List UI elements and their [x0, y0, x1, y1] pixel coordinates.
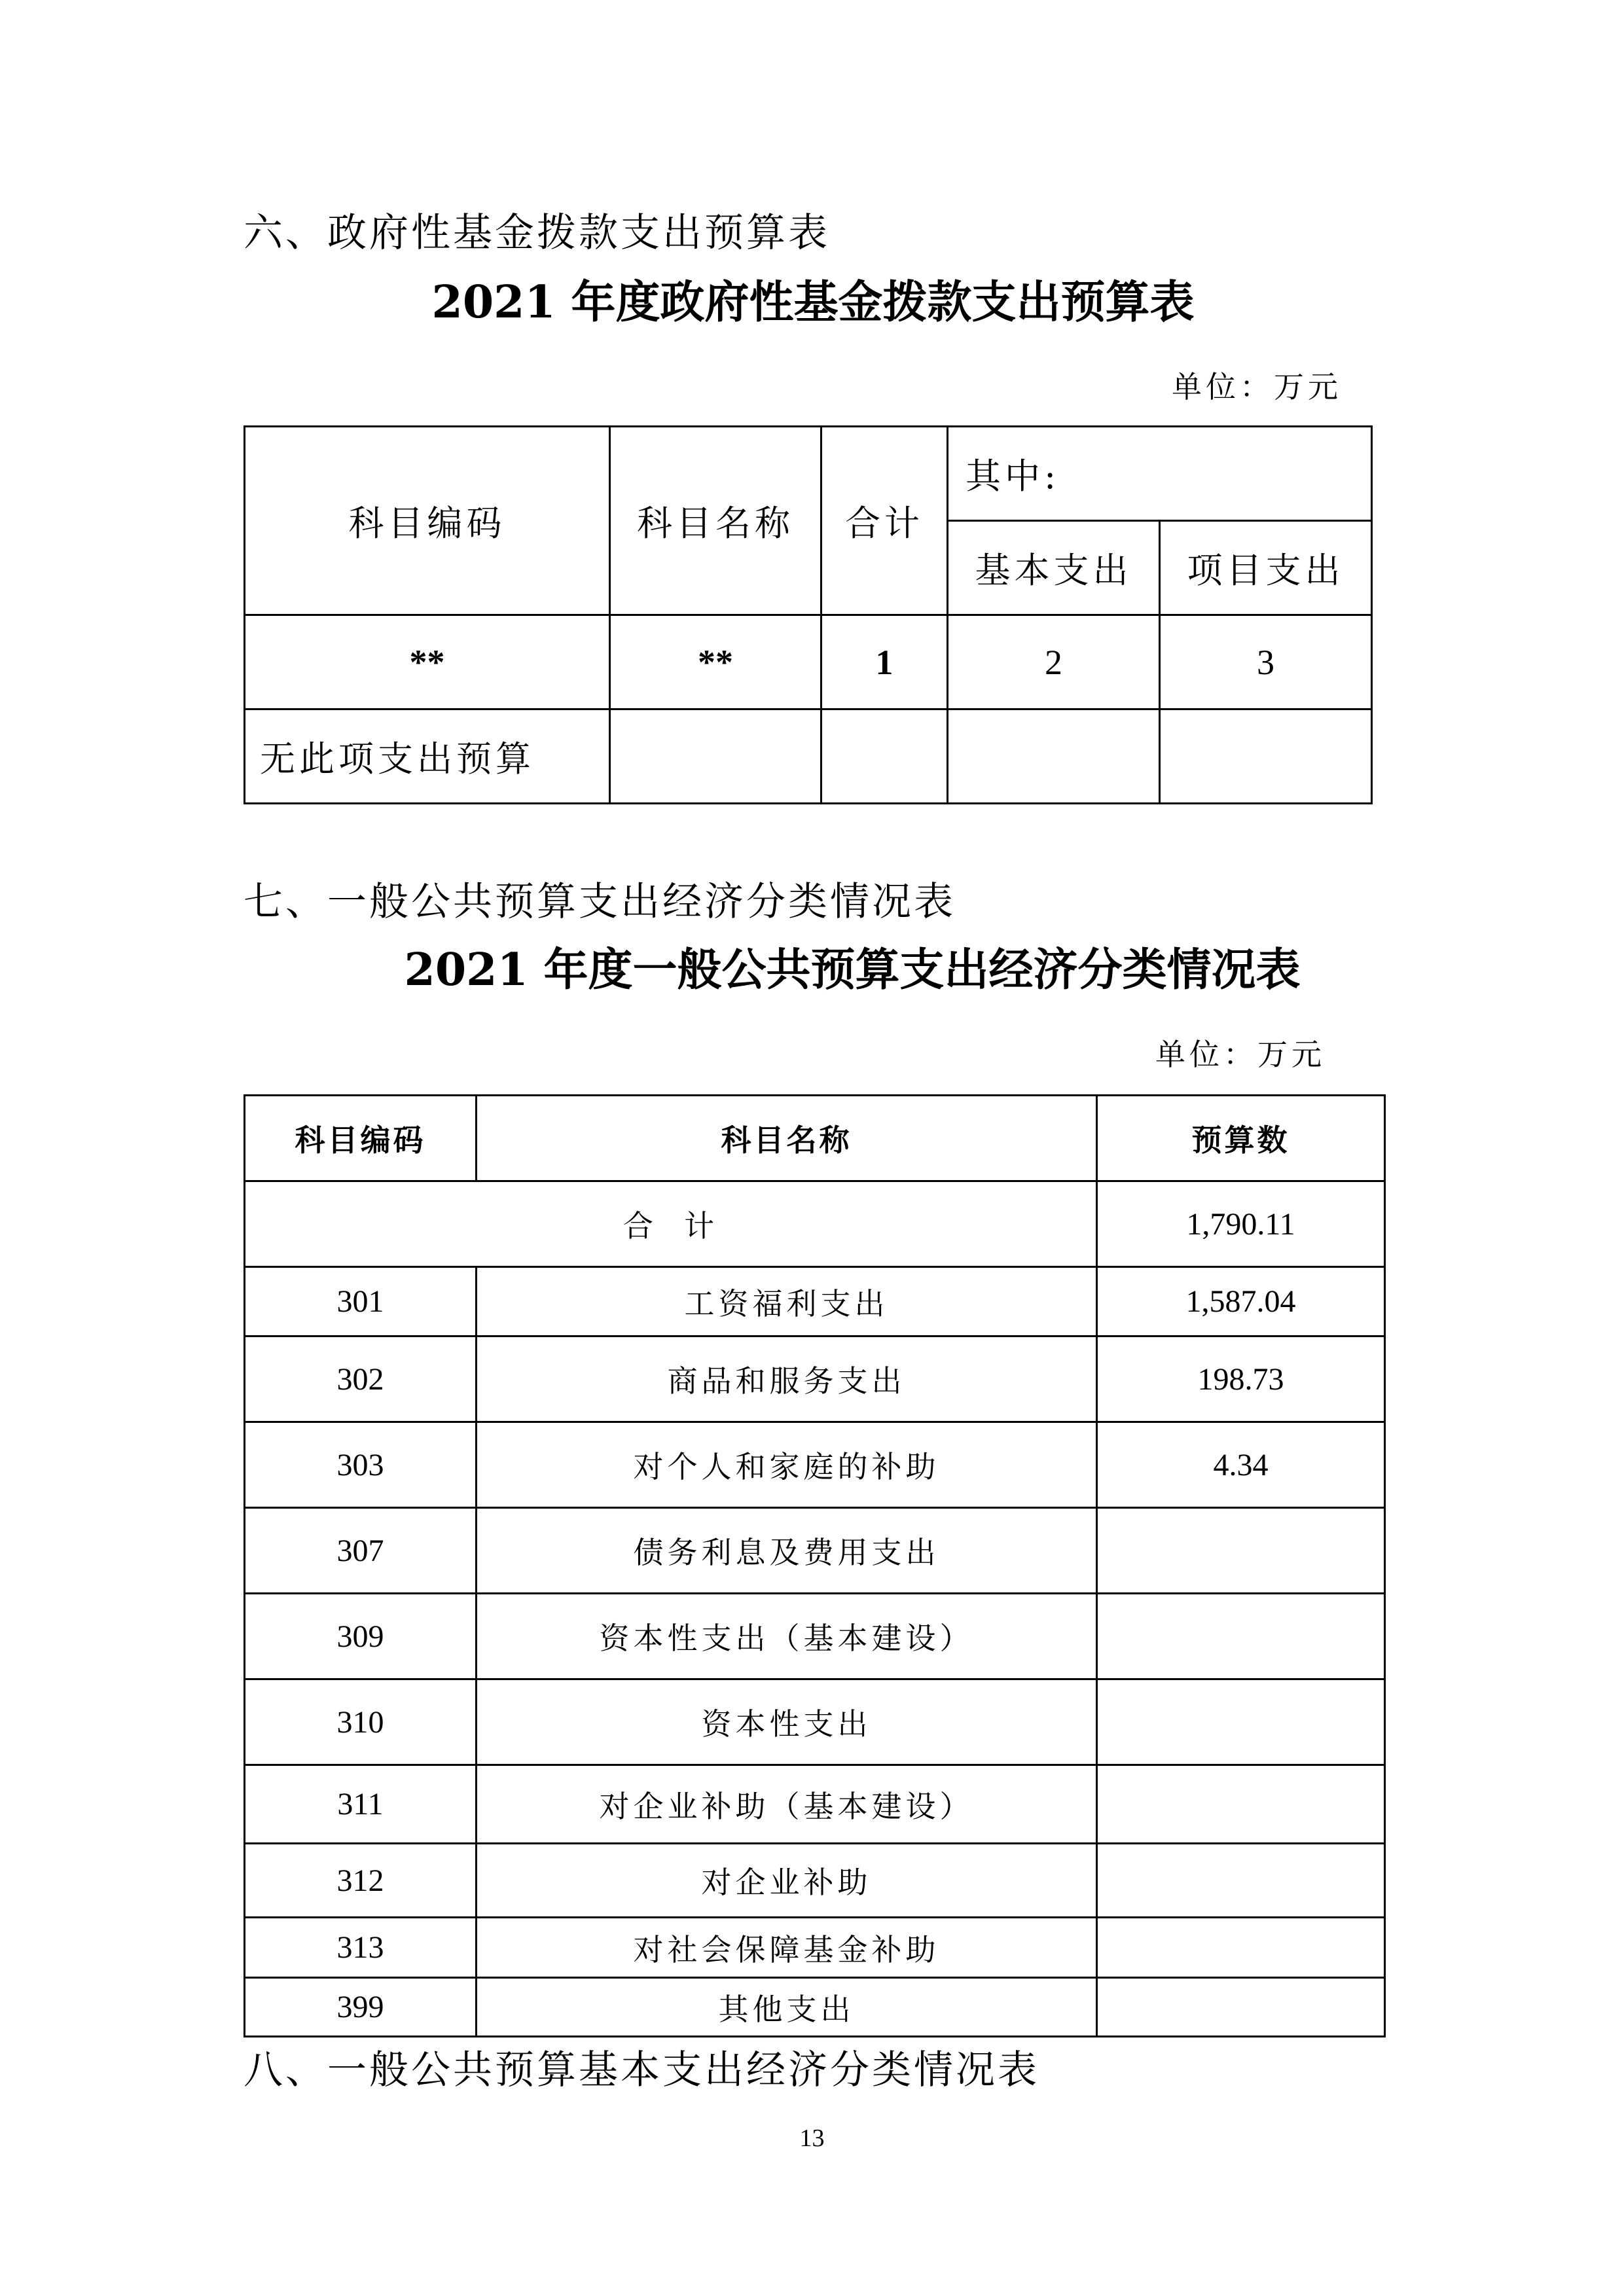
row-amount — [1097, 1918, 1385, 1978]
header-amount: 预算数 — [1097, 1096, 1385, 1181]
row-amount — [1097, 1978, 1385, 2037]
header-basic: 基本支出 — [948, 521, 1160, 615]
header-total: 合计 — [821, 427, 948, 615]
row-name: 对企业补助 — [477, 1844, 1097, 1918]
gov-fund-budget-table — [244, 425, 1373, 804]
index-cell: 2 — [948, 615, 1160, 709]
section6-heading: 六、政府性基金拨款支出预算表 — [244, 210, 830, 256]
total-row — [245, 1181, 1385, 1267]
section7-unit: 单位：万元 — [1155, 1037, 1326, 1072]
row-code: 307 — [245, 1508, 477, 1594]
row-name: 对社会保障基金补助 — [477, 1918, 1097, 1978]
header-row — [245, 1096, 1385, 1181]
section6-title: 2021 年度政府性基金拨款支出预算表 — [431, 276, 1195, 329]
header-among: 其中: — [948, 427, 1372, 521]
empty-cell — [821, 709, 948, 804]
row-amount: 198.73 — [1097, 1336, 1385, 1422]
row-amount: 4.34 — [1097, 1422, 1385, 1508]
total-amount: 1,790.11 — [1097, 1181, 1385, 1267]
row-amount — [1097, 1765, 1385, 1844]
row-name: 对企业补助（基本建设） — [477, 1765, 1097, 1844]
table-row — [245, 1844, 1385, 1918]
header-code: 科目编码 — [245, 1096, 477, 1181]
row-code: 302 — [245, 1336, 477, 1422]
no-budget-cell: 无此项支出预算 — [245, 709, 610, 804]
row-name: 对个人和家庭的补助 — [477, 1422, 1097, 1508]
table-row — [245, 709, 1372, 804]
table-row — [245, 1508, 1385, 1594]
section8-heading: 八、一般公共预算基本支出经济分类情况表 — [244, 2047, 1039, 2093]
row-amount — [1097, 1679, 1385, 1765]
section7-heading: 七、一般公共预算支出经济分类情况表 — [244, 879, 956, 925]
table-row — [245, 1978, 1385, 2037]
header-name: 科目名称 — [610, 427, 821, 615]
empty-cell — [1160, 709, 1372, 804]
table-row — [245, 1765, 1385, 1844]
table-row — [245, 1336, 1385, 1422]
row-code: 301 — [245, 1267, 477, 1336]
row-amount — [1097, 1594, 1385, 1679]
row-code: 311 — [245, 1765, 477, 1844]
table-row — [245, 1918, 1385, 1978]
row-name: 工资福利支出 — [477, 1267, 1097, 1336]
row-name: 商品和服务支出 — [477, 1336, 1097, 1422]
row-name: 其他支出 — [477, 1978, 1097, 2037]
section7-title: 2021 年度一般公共预算支出经济分类情况表 — [404, 944, 1301, 996]
row-code: 313 — [245, 1918, 477, 1978]
empty-cell — [948, 709, 1160, 804]
economic-classification-table — [244, 1094, 1386, 2037]
row-name: 债务利息及费用支出 — [477, 1508, 1097, 1594]
header-code: 科目编码 — [245, 427, 610, 615]
row-name: 资本性支出（基本建设） — [477, 1594, 1097, 1679]
row-amount — [1097, 1508, 1385, 1594]
index-cell: 1 — [821, 615, 948, 709]
row-code: 309 — [245, 1594, 477, 1679]
index-row — [245, 615, 1372, 709]
total-label: 合 计 — [245, 1181, 1097, 1267]
table-row — [245, 1422, 1385, 1508]
header-project: 项目支出 — [1160, 521, 1372, 615]
index-cell: ** — [245, 615, 610, 709]
row-amount: 1,587.04 — [1097, 1267, 1385, 1336]
section6-unit: 单位：万元 — [1172, 369, 1342, 404]
table-row — [245, 1679, 1385, 1765]
empty-cell — [610, 709, 821, 804]
row-amount — [1097, 1844, 1385, 1918]
index-cell: ** — [610, 615, 821, 709]
row-code: 312 — [245, 1844, 477, 1918]
page-number: 13 — [799, 2125, 825, 2152]
table-row — [245, 1594, 1385, 1679]
header-name: 科目名称 — [477, 1096, 1097, 1181]
index-cell: 3 — [1160, 615, 1372, 709]
table-row — [245, 1267, 1385, 1336]
row-code: 399 — [245, 1978, 477, 2037]
row-name: 资本性支出 — [477, 1679, 1097, 1765]
row-code: 303 — [245, 1422, 477, 1508]
row-code: 310 — [245, 1679, 477, 1765]
